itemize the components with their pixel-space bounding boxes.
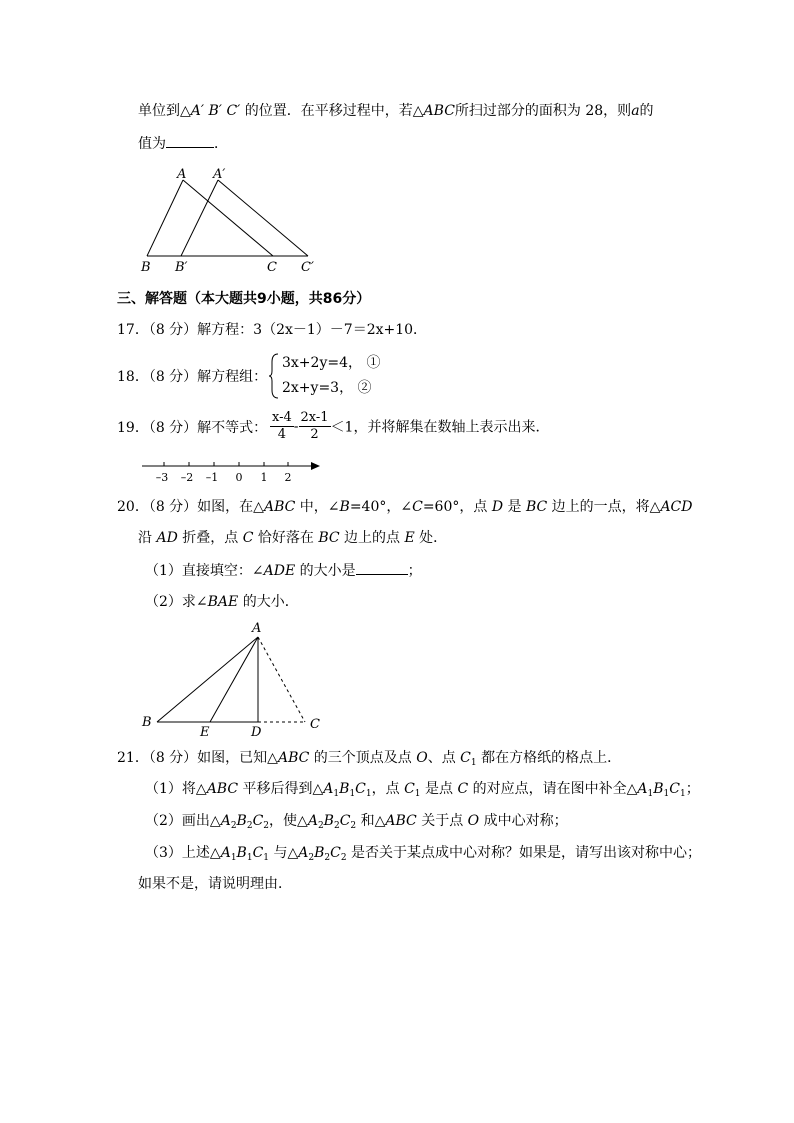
label-a: A: [252, 621, 262, 636]
q18-eq2-text: 2x+y=3，: [282, 380, 354, 396]
tick-label: –2: [180, 471, 194, 484]
q21-var: C: [404, 781, 415, 797]
q21-text: （2）画出△: [145, 813, 221, 829]
q20-var: ABC: [263, 499, 296, 515]
segment-ae: [210, 637, 258, 722]
q20-var: E: [404, 530, 415, 546]
q21-sub: 1: [470, 758, 477, 768]
q20-var: C: [242, 530, 254, 546]
fraction-2-num: 2x-1: [300, 410, 329, 425]
q16-text: 值为: [138, 136, 166, 152]
q21-sub: 2: [333, 821, 340, 831]
q21-var: O: [416, 750, 428, 766]
q20-text: ；: [407, 563, 422, 579]
q21-var: C: [252, 813, 264, 829]
q18-brace: [268, 352, 280, 400]
q21-text: （3）上述△: [145, 845, 221, 861]
label-b-prime: B′: [175, 260, 188, 275]
q21-var: ABC: [385, 813, 417, 829]
q21-sub3: [145, 843, 701, 863]
q21-sub: 1: [246, 853, 253, 863]
q21-text: 是否关于某点成中心对称？如果是，请写出该对称中心；: [346, 845, 702, 861]
q21-var: C: [330, 845, 341, 861]
q16-figure: [136, 164, 336, 280]
fraction-1-num: x-4: [272, 410, 292, 425]
q21-sub: 2: [350, 821, 357, 831]
q16-text: 的位置．在平移过程中，若△: [240, 103, 424, 119]
q21-sub2: [145, 811, 568, 831]
q21-var: A: [220, 845, 231, 861]
answer-blank[interactable]: [356, 560, 408, 575]
q16-line2: [138, 133, 228, 154]
label-b: B: [142, 715, 152, 730]
label-b: B: [141, 260, 151, 275]
q21-text: 都在方格纸的格点上．: [476, 750, 622, 766]
q20-var: AD: [156, 530, 178, 546]
q20-var: BAE: [207, 594, 239, 610]
q16-line1: [138, 101, 654, 121]
q21-sub: 1: [647, 789, 654, 799]
q16-text: ．: [214, 136, 228, 152]
q21-var: C: [355, 781, 366, 797]
q21-text: 关于点: [416, 813, 468, 829]
label-c-prime: C′: [301, 260, 314, 275]
q20-text: 折叠，点: [177, 530, 243, 546]
q16-text: 单位到△: [138, 103, 191, 119]
q20-var: BC: [525, 499, 548, 515]
q21-var: B: [653, 781, 664, 797]
q20-text: 恰好落在: [253, 530, 319, 546]
q21-var: B: [339, 781, 350, 797]
q21-sub: 1: [349, 789, 356, 799]
q21-text: 是点: [420, 781, 458, 797]
q16-triangle-abc: ABC: [423, 103, 455, 119]
q21-text: 与△: [269, 845, 299, 861]
q16-var-a: a: [631, 103, 640, 119]
q20-text: （2）求∠: [145, 594, 208, 610]
q21-var: B: [236, 813, 247, 829]
q20-text: 边上的点: [339, 530, 405, 546]
circled-2: ②: [357, 380, 372, 396]
q21-text: 成中心对称；: [479, 813, 568, 829]
q21-sub: 2: [308, 853, 315, 863]
side-ab: [157, 637, 258, 722]
q21-sub3-cont: 如果不是，请说明理由．: [138, 876, 292, 892]
tick-label: –3: [155, 471, 169, 484]
tick-label: 0: [235, 471, 243, 484]
q18-eq1-text: 3x+2y=4，: [282, 355, 362, 371]
label-a: A: [177, 167, 187, 182]
q21-text: ；: [685, 781, 700, 797]
q21-var: A: [298, 845, 309, 861]
q21-var: B: [314, 845, 325, 861]
q18-eq1: [282, 353, 380, 373]
q21-text: 平移后得到△: [238, 781, 324, 797]
section-heading: 三、解答题（本大题共9小题，共86分）: [117, 291, 371, 307]
q20-sub2: [145, 592, 299, 612]
label-d: D: [251, 725, 262, 737]
q21-var: ABC: [206, 781, 239, 797]
q21-var: A: [220, 813, 231, 829]
arrow-head-icon: [311, 462, 320, 470]
side-ac-dashed: [258, 637, 305, 722]
q20-text: 20．（8 分）如图，在△: [117, 499, 264, 515]
fraction-1-den: 4: [277, 427, 287, 442]
q21-sub: 1: [230, 853, 237, 863]
q21-sub: 1: [679, 789, 686, 799]
q21-text: ，使△: [269, 813, 308, 829]
q21-sub: 2: [246, 821, 253, 831]
q21-var: A: [307, 813, 318, 829]
side-apcp: [218, 180, 308, 256]
answer-blank[interactable]: [166, 133, 214, 148]
q16-text: 的: [639, 103, 654, 119]
q21-var: C: [460, 750, 471, 766]
side-ac: [183, 180, 273, 256]
q21-var: B: [323, 813, 334, 829]
q21-line1: [117, 748, 621, 768]
q20-text: 中，∠: [295, 499, 340, 515]
q21-sub: 1: [333, 789, 340, 799]
q21-text: 21．（8 分）如图，已知△: [117, 750, 278, 766]
q21-sub: 1: [263, 853, 270, 863]
q20-figure: [138, 615, 328, 737]
q21-text: （1）将△: [145, 781, 207, 797]
fraction-2: [299, 410, 331, 443]
q21-var: C: [457, 781, 469, 797]
q20-var: ADE: [263, 563, 296, 579]
q20-line1: [117, 497, 692, 517]
q21-text: 、点: [427, 750, 461, 766]
q20-text: 的大小．: [238, 594, 299, 610]
q20-text: 处．: [414, 530, 448, 546]
q21-text: 的三个顶点及点: [309, 750, 417, 766]
label-c: C: [267, 260, 277, 275]
q19-rest: ＜1，并将解集在数轴上表示出来．: [330, 419, 550, 436]
q20-text: =40°，∠: [349, 499, 413, 515]
q20-sub1: [145, 560, 422, 581]
q20-text: 沿: [138, 530, 157, 546]
q18-label: 18．（8 分）解方程组：: [117, 369, 268, 385]
q21-text: 和△: [356, 813, 386, 829]
q18-eq2: [282, 378, 372, 398]
tick-label: 2: [284, 471, 292, 484]
minus-sign: -: [293, 418, 299, 435]
q20-text: 的大小是: [295, 563, 356, 579]
q21-var: C: [252, 845, 264, 861]
q20-var: ACD: [660, 499, 693, 515]
side-ba: [147, 180, 183, 256]
q21-sub: 2: [340, 853, 347, 863]
q21-var: A: [637, 781, 648, 797]
q20-text: 是: [503, 499, 526, 515]
q20-line2: [138, 528, 447, 548]
tick-label: –1: [205, 471, 219, 484]
q21-sub: 1: [414, 789, 421, 799]
q20-text: =60°，点: [422, 499, 492, 515]
q21-sub1: [145, 779, 700, 799]
q21-sub: 1: [365, 789, 372, 799]
q16-text: 所扫过部分的面积为 28，则: [454, 103, 632, 119]
fraction-2-den: 2: [310, 427, 319, 442]
circled-1: ①: [366, 355, 381, 371]
q21-var: O: [467, 813, 480, 829]
q21-sub: 1: [663, 789, 670, 799]
q21-var: C: [669, 781, 680, 797]
q21-var: C: [339, 813, 351, 829]
fraction-1: [270, 410, 294, 443]
q17-equation: 3（2x－1）－7＝2x+10．: [253, 322, 428, 338]
label-c: C: [310, 717, 320, 732]
q20-var: B: [339, 499, 350, 515]
q17: [117, 320, 427, 340]
q17-label: 17．（8 分）解方程：: [117, 322, 254, 338]
q21-text: 的对应点，请在图中补全△: [468, 781, 638, 797]
q21-var: B: [236, 845, 247, 861]
number-line: [138, 455, 328, 485]
q21-sub: 2: [324, 853, 331, 863]
q19-inequality: [270, 410, 549, 443]
q20-var: D: [491, 499, 504, 515]
q19-label: 19．（8 分）解不等式：: [117, 420, 268, 436]
q21-text: ，点: [371, 781, 405, 797]
label-a-prime: A′: [213, 167, 226, 182]
q20-var: BC: [318, 530, 340, 546]
q21-var: A: [323, 781, 334, 797]
q16-triangle-prime: A′ B′ C′: [190, 103, 241, 119]
tick-label: 1: [260, 471, 268, 484]
q21-sub: 2: [263, 821, 270, 831]
q20-text: （1）直接填空：∠: [145, 563, 264, 579]
q21-var: ABC: [277, 750, 310, 766]
q21-sub: 2: [230, 821, 237, 831]
label-e: E: [200, 725, 210, 737]
q20-text: 边上的一点，将△: [547, 499, 661, 515]
side-bpap: [181, 180, 218, 256]
q20-var: C: [412, 499, 423, 515]
q21-sub: 2: [317, 821, 324, 831]
